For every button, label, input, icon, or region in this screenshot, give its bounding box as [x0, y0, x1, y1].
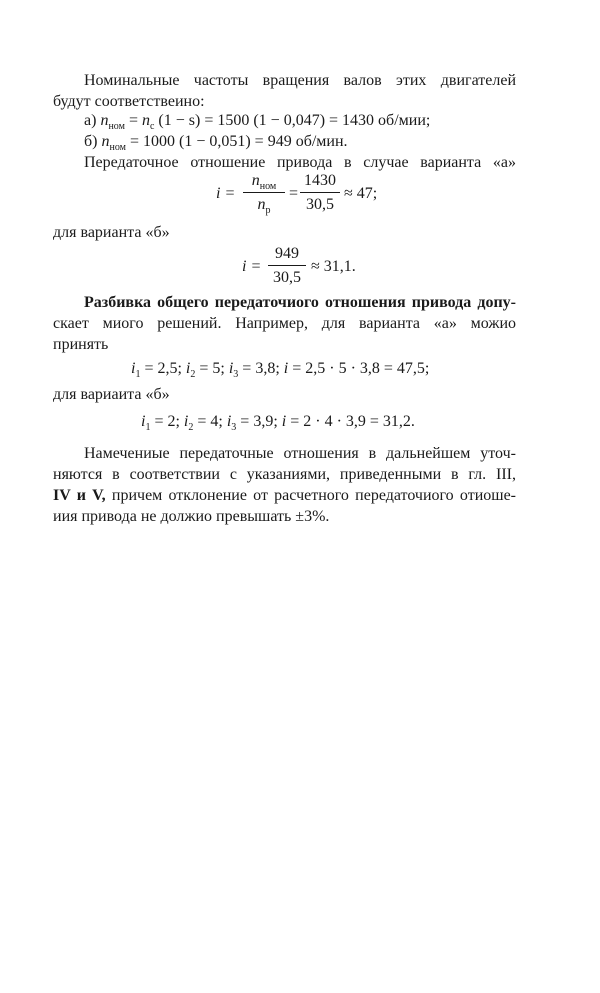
eq1-fraction-2 — [300, 171, 340, 215]
para4-line3 — [53, 486, 516, 506]
eq1-num2: 1430 — [304, 172, 336, 189]
eq4-v3: = 3,9; — [240, 413, 278, 430]
eq3-i2: i — [185, 360, 191, 377]
eq1-num-sub: ном — [259, 181, 277, 192]
formula-a-eq: = — [128, 112, 138, 129]
para3-line2: скает миого решений. Например, для варианта «а» можио — [53, 315, 516, 332]
para3-line4: для вариаита «б» — [53, 386, 170, 403]
formula-a-rest: (1 − s) = 1500 (1 − 0,047) = 1430 об/мии; — [158, 112, 431, 129]
para4-line3-bold: IV и V, — [53, 487, 106, 504]
eq4-i2-sub: 2 — [188, 422, 194, 433]
para3-line1: Разбивка общего передаточиого отношения привода допу- — [84, 294, 516, 311]
eq3-v3: = 3,8; — [242, 360, 280, 377]
para2-line2: для варианта «б» — [53, 224, 170, 241]
eq3-i2-sub: 2 — [190, 369, 196, 380]
eq4-v2: = 4; — [197, 413, 223, 430]
eq4-i: i — [281, 413, 287, 430]
eq4-i1: i — [141, 413, 146, 430]
eq2-rhs: ≈ 31,1. — [311, 258, 356, 275]
eq4-total: = 2 · 4 · 3,9 = 31,2. — [290, 413, 415, 430]
para4-line3-rest: причем отклонение от расчетного передаточиого отиоше- — [111, 487, 516, 504]
eq1-fraction-1 — [243, 171, 285, 215]
eq3-i3-sub: 3 — [233, 369, 239, 380]
eq4-i1-sub: 1 — [145, 422, 151, 433]
eq2-num: 949 — [275, 245, 299, 262]
eq1-den2: 30,5 — [306, 196, 334, 213]
para4-line4: иия привода не должио превышать ±3%. — [53, 508, 330, 525]
eq1-num: n — [251, 172, 260, 189]
formula-b-prefix: б) — [84, 133, 98, 150]
eq1-mid: = — [289, 185, 299, 202]
eq4-i2: i — [183, 413, 189, 430]
eq3-i3: i — [228, 360, 234, 377]
eq2-fraction-bar — [268, 265, 306, 266]
formula-a — [84, 111, 430, 131]
eq3-total: = 2,5 · 5 · 3,8 = 47,5; — [292, 360, 430, 377]
eq1-rhs: ≈ 47; — [344, 185, 378, 202]
eq2-lhs: i = — [242, 258, 262, 275]
formula-a-n: n — [100, 112, 109, 129]
para1-line2: будут соответствеино: — [53, 93, 205, 110]
eq1-fraction-bar-2 — [300, 192, 340, 193]
para2-line1: Передаточное отношение привода в случае варианта «а» — [84, 154, 516, 171]
eq3-v2: = 5; — [199, 360, 225, 377]
eq3-i: i — [283, 360, 289, 377]
para1-line1: Номинальные частоты вращения валов этих двигателей — [84, 72, 516, 89]
formula-b-n: n — [101, 133, 110, 150]
eq3-i1-sub: 1 — [135, 369, 141, 380]
para4-line1: Намечениые передаточные отношения в дальнейшем уточ- — [84, 445, 516, 462]
formula-a-prefix: а) — [84, 112, 97, 129]
para4-line2: няются в соответствии с указаниями, приведенными в гл. III, — [53, 466, 516, 483]
formula-a-nc-sub: с — [149, 121, 155, 132]
eq2-fraction — [268, 244, 306, 288]
equation-3 — [131, 359, 429, 379]
eq4-v1: = 2; — [154, 413, 180, 430]
eq1-lhs: i = — [216, 185, 236, 202]
eq3-i1: i — [131, 360, 136, 377]
eq4-i3-sub: 3 — [231, 422, 237, 433]
eq1-den-sub: р — [265, 205, 271, 216]
eq1-fraction-bar-1 — [243, 192, 285, 193]
formula-a-n-sub: ном — [108, 121, 125, 132]
eq2-den: 30,5 — [273, 269, 301, 286]
eq3-v1: = 2,5; — [144, 360, 182, 377]
formula-b — [84, 132, 348, 152]
formula-a-nc: n — [141, 112, 150, 129]
formula-b-n-sub: ном — [109, 142, 126, 153]
para3-line3: принять — [53, 336, 109, 353]
eq4-i3: i — [226, 413, 232, 430]
eq1-den: n — [257, 196, 266, 213]
formula-b-rest: = 1000 (1 − 0,051) = 949 об/мин. — [129, 133, 348, 150]
equation-4 — [141, 412, 415, 432]
